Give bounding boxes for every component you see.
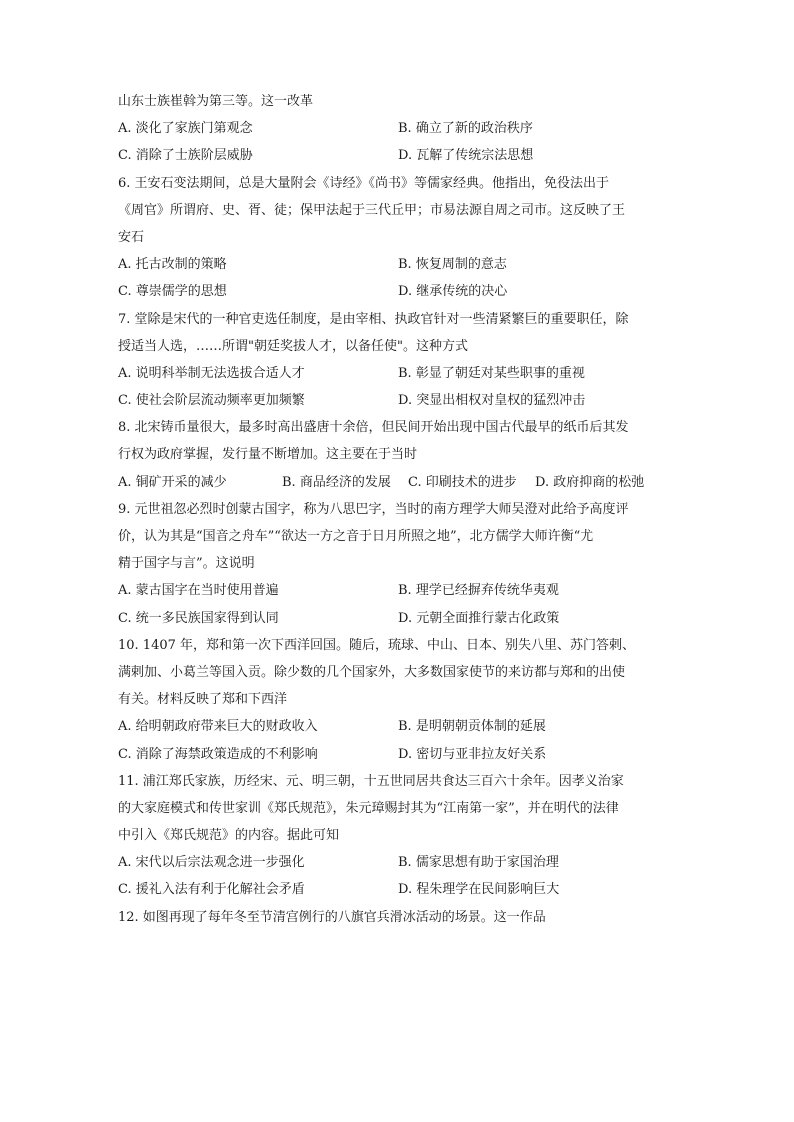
option-b[interactable]: B. 儒家思想有助于家国治理 [398,855,559,871]
option-c[interactable]: C. 消除了士族阶层威胁 [118,148,253,164]
question-5-tail [118,88,678,170]
option-a[interactable]: A. 托古改制的策略 [118,257,227,273]
question-text-line: 安石 [118,229,145,245]
options-row [118,849,678,876]
option-a[interactable]: A. 淡化了家族门第观念 [118,121,253,137]
option-d[interactable]: D. 程朱理学在民间影响巨大 [398,882,560,898]
options-row [118,142,678,169]
question-text-line: 12. 如图再现了每年冬至节清宫例行的八旗官兵滑冰活动的场景。这一作品 [118,909,546,925]
options-row [118,741,678,768]
question-text-line: 山东士族崔斡为第三等。这一改革 [118,94,314,109]
option-d[interactable]: D. 政府抑商的松弛 [535,474,645,490]
question-text-line: 精于国字与言”。这说明 [118,556,255,572]
question-text-line: 有关。材料反映了郑和下西洋 [118,692,288,708]
question-text-line: 价，认为其是“国音之舟车”“欲达一方之音于日月所照之地”，北方儒学大师许衡“尤 [118,529,594,544]
question-text-line: 11. 浦江郑氏家族，历经宋、元、明三朝，十五世同居共食达三百六十余年。因孝义治家 [118,773,624,789]
question-text-line: 授适当人选，……所谓"朝廷奖拔人才，以备任使"。这种方式 [118,338,468,354]
options-row [118,278,678,305]
option-b[interactable]: B. 彰显了朝廷对某些职事的重视 [398,365,585,381]
question-10 [118,632,678,768]
options-row [118,115,678,142]
question-9 [118,496,678,632]
question-text-line: 的大家庭模式和传世家训《郑氏规范》，朱元璋赐封其为“江南第一家”，并在明代的法律 [118,800,619,816]
option-c[interactable]: C. 消除了海禁政策造成的不利影响 [118,746,318,762]
question-8 [118,414,678,496]
question-text-line: 中引入《郑氏规范》的内容。据此可知 [118,828,340,844]
option-d[interactable]: D. 元朝全面推行蒙古化政策 [398,610,560,626]
option-b[interactable]: B. 商品经济的发展 [282,474,391,490]
option-b[interactable]: B. 理学已经摒弃传统华夷观 [398,583,559,599]
option-a[interactable]: A. 给明朝政府带来巨大的财政收入 [118,719,318,735]
option-c[interactable]: C. 统一多民族国家得到认同 [118,610,279,626]
option-d[interactable]: D. 密切与亚非拉友好关系 [398,746,547,762]
question-text-line: 行权为政府掌握，发行量不断增加。这主要在于当时 [118,447,418,463]
options-row [118,876,678,903]
question-7 [118,306,678,415]
option-c[interactable]: C. 尊崇儒学的思想 [118,284,227,300]
option-b[interactable]: B. 是明朝朝贡体制的延展 [398,719,546,735]
option-a[interactable]: A. 宋代以后宗法观念进一步强化 [118,855,305,871]
options-row [118,605,678,632]
option-b[interactable]: B. 确立了新的政治秩序 [398,121,533,137]
options-row [118,387,678,414]
question-text-line: 8. 北宋铸币量很大，最多时高出盛唐十余倍，但民间开始出现中国古代最早的纸币后其发 [118,420,629,436]
options-row [118,251,678,278]
option-d[interactable]: D. 突显出相权对皇权的猛烈冲击 [398,393,586,409]
option-d[interactable]: D. 继承传统的决心 [398,284,508,300]
option-d[interactable]: D. 瓦解了传统宗法思想 [398,148,534,164]
options-row [118,360,678,387]
question-text-line: 满剌加、小葛兰等国入贡。除少数的几个国家外，大多数国家使节的来访都与郑和的出使 [118,664,626,680]
option-a[interactable]: A. 蒙古国字在当时使用普遍 [118,583,279,599]
options-row [118,713,678,740]
question-text-line: 9. 元世祖忽必烈时创蒙古国字，称为八思巴字，当时的南方理学大师吴澄对此给予高度评 [118,501,629,517]
option-c[interactable]: C. 援礼入法有利于化解社会矛盾 [118,882,305,898]
options-row [118,469,678,496]
question-12 [118,904,678,931]
question-text-line: 10. 1407 年，郑和第一次下西洋回国。随后，琉球、中山、日本、别失八里、苏门答剌、 [118,637,636,653]
exam-page [118,88,678,931]
question-11 [118,768,678,904]
options-row [118,577,678,604]
question-text-line: 6. 王安石变法期间，总是大量附会《诗经》《尚书》等儒家经典。他指出，免役法出于 [118,175,610,191]
option-b[interactable]: B. 恢复周制的意志 [398,257,507,273]
question-6 [118,170,678,306]
option-a[interactable]: A. 说明科举制无法选拔合适人才 [118,365,305,381]
question-text-line: 《周官》所谓府、史、胥、徒；保甲法起于三代丘甲；市易法源自周之司市。这反映了王 [118,202,626,218]
option-c[interactable]: C. 使社会阶层流动频率更加频繁 [118,393,305,409]
option-a[interactable]: A. 铜矿开采的减少 [118,474,227,490]
option-c[interactable]: C. 印刷技术的进步 [408,474,517,490]
question-text-line: 7. 堂除是宋代的一种官吏选任制度，是由宰相、执政官针对一些清紧繁巨的重要职任，除 [118,311,629,327]
